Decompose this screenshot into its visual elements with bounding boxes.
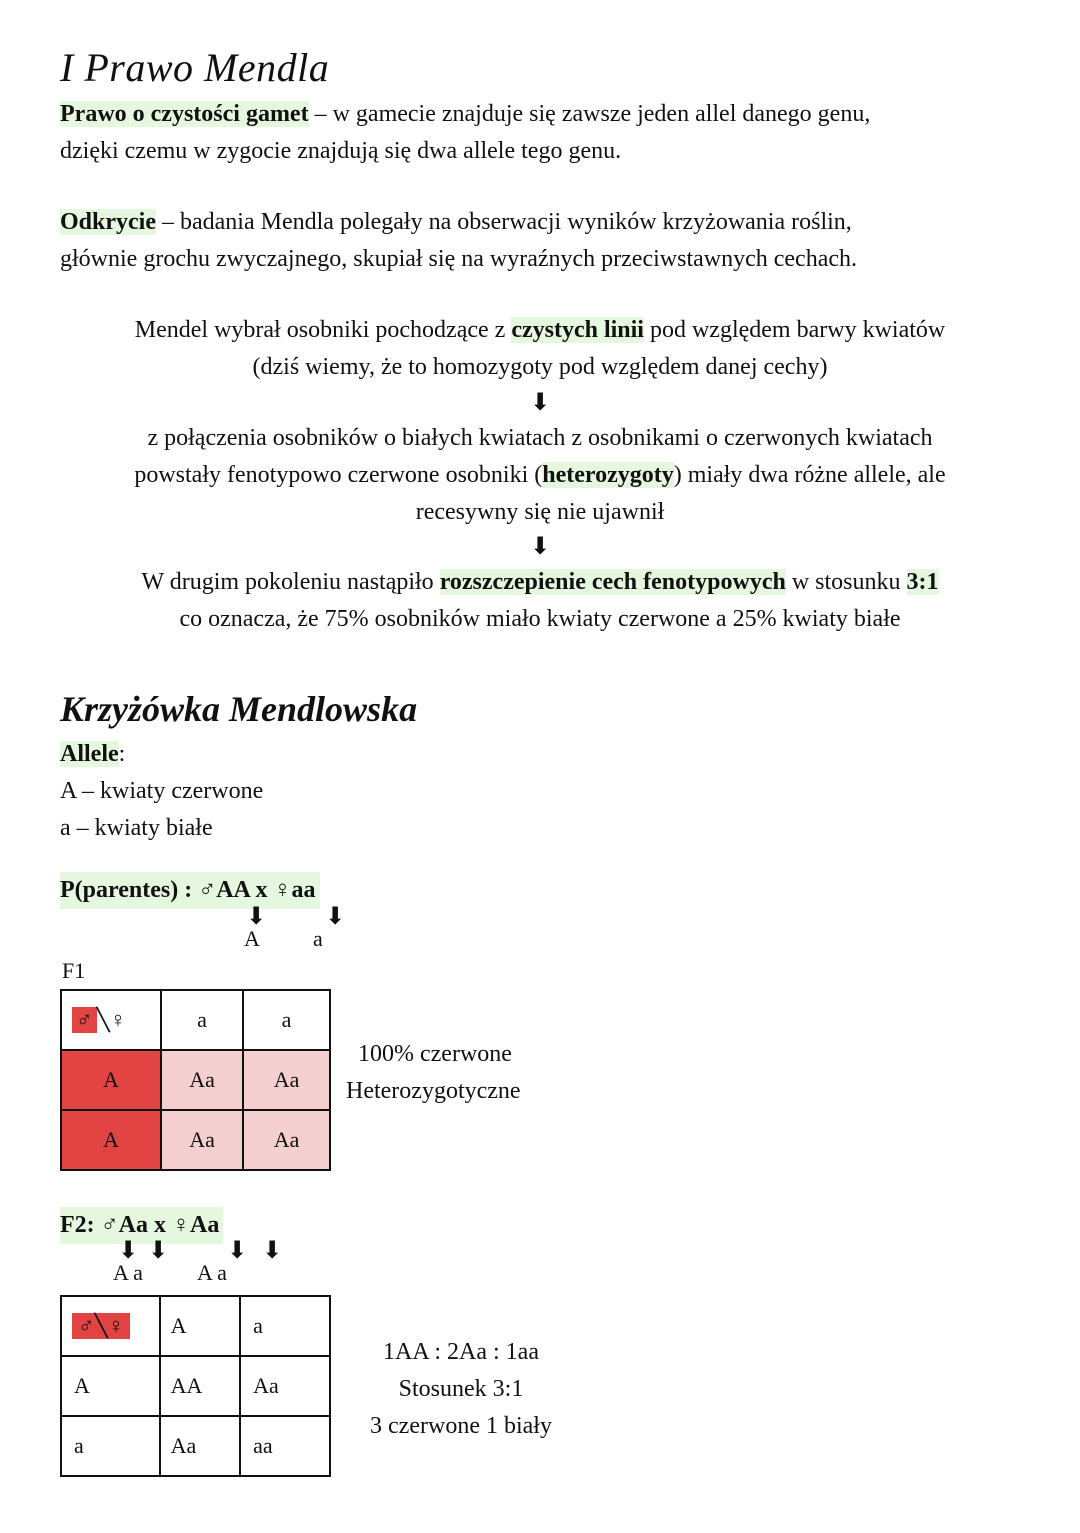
alleles-label: Allele — [60, 741, 119, 767]
discovery-paragraph — [60, 204, 1030, 278]
ratio-highlight: 3:1 — [906, 569, 939, 595]
table-cell: aa — [240, 1416, 330, 1476]
discovery-line2: głównie grochu zwyczajnego, skupiał się na wyraźnych przeciwstawnych cechach. — [60, 246, 858, 272]
divider-female-icon: ╲♀ — [96, 1007, 127, 1032]
arrow-down-icon: ⬇ — [262, 1236, 283, 1264]
law-term: Prawo o czystości gamet — [60, 101, 309, 127]
allele-dominant: A – kwiaty czerwone — [60, 778, 264, 804]
table-cell: AA — [160, 1356, 240, 1416]
table-cell: Aa — [240, 1356, 330, 1416]
table-cell: Aa — [243, 1050, 330, 1110]
f1-label: F1 — [62, 958, 86, 983]
flow-text: co oznacza, że 75% osobników miało kwiaty czerwone a 25% kwiaty białe — [179, 606, 901, 632]
parents-label: P(parentes) : ♂AA x ♀aa — [60, 877, 316, 903]
table-header-cell: a — [243, 990, 330, 1050]
f2-gametes-male: A a — [113, 1260, 143, 1285]
allele-recessive: a – kwiaty białe — [60, 815, 213, 841]
f2-result-2: Stosunek 3:1 — [398, 1376, 524, 1402]
gamete-a: a — [313, 926, 323, 951]
f2-parents-label: F2: ♂Aa x ♀Aa — [60, 1212, 220, 1238]
discovery-term: Odkrycie — [60, 209, 156, 235]
table-header-cell: A — [160, 1296, 240, 1356]
arrow-down-icon: ⬇ — [529, 532, 551, 560]
segregation-highlight: rozszczepienie cech fenotypowych — [439, 569, 786, 595]
f2-gametes-female: A a — [197, 1260, 227, 1285]
flow-text: pod względem barwy kwiatów — [643, 317, 946, 343]
flow-text: (dziś wiemy, że to homozygoty pod względem danej cechy) — [252, 354, 828, 380]
flow-step-1 — [40, 312, 1040, 386]
arrow-down-icon: ⬇ — [227, 1236, 248, 1264]
male-symbol-icon: ♂ — [72, 1007, 97, 1033]
flow-text: powstały fenotypowo czerwone osobniki ( — [134, 462, 543, 488]
alleles-block: Allele: A – kwiaty czerwone a – kwiaty białe — [60, 741, 264, 841]
table-corner — [61, 990, 161, 1050]
f2-result-3: 3 czerwone 1 biały — [370, 1413, 552, 1439]
arrow-down-icon: ⬇ — [148, 1236, 169, 1264]
flow-step-3 — [40, 564, 1040, 638]
flow-text: z połączenia osobników o białych kwiatach z osobnikami o czerwonych kwiatach — [147, 425, 933, 451]
f2-parents-cross — [60, 1207, 223, 1244]
table-cell: Aa — [243, 1110, 330, 1170]
flow-text: recesywny się nie ujawnił — [415, 499, 665, 525]
f1-result-2: Heterozygotyczne — [346, 1078, 521, 1104]
gamete-A: A — [244, 926, 260, 951]
table-cell: Aa — [161, 1110, 243, 1170]
flow-text: W drugim pokoleniu nastąpiło — [141, 569, 440, 595]
flow-text: Mendel wybrał osobniki pochodzące z — [134, 317, 512, 343]
f1-result-1: 100% czerwone — [358, 1041, 512, 1067]
table-corner — [61, 1296, 160, 1356]
parents-cross — [60, 872, 320, 909]
law-line2: dzięki czemu w zygocie znajdują się dwa allele tego genu. — [60, 138, 622, 164]
pure-lines-highlight: czystych linii — [511, 317, 644, 343]
f1-punnett-square — [60, 989, 331, 1171]
heterozygotes-highlight: heterozygoty — [542, 462, 674, 488]
law-line1: – w gamecie znajduje się zawsze jeden allel danego genu, — [308, 101, 871, 127]
f2-punnett-square — [60, 1295, 331, 1477]
arrow-down-icon: ⬇ — [529, 388, 551, 416]
table-row-header: A — [61, 1110, 161, 1170]
section-subtitle: Krzyżówka Mendlowska — [60, 689, 418, 729]
f2-result-1: 1AA : 2Aa : 1aa — [383, 1339, 539, 1365]
table-row-header: a — [61, 1416, 160, 1476]
table-header-cell: a — [161, 990, 243, 1050]
law-paragraph — [60, 96, 1030, 170]
flow-text: ) miały dwa różne allele, ale — [673, 462, 946, 488]
table-header-cell: a — [240, 1296, 330, 1356]
discovery-line1: – badania Mendla polegały na obserwacji wyników krzyżowania roślin, — [156, 209, 852, 235]
flow-text: w stosunku — [785, 569, 907, 595]
table-row-header: A — [61, 1050, 161, 1110]
table-row-header: A — [61, 1356, 160, 1416]
arrow-down-icon: ⬇ — [246, 902, 267, 930]
flow-step-2 — [40, 420, 1040, 531]
arrow-down-icon: ⬇ — [325, 902, 346, 930]
page-title: I Prawo Mendla — [60, 45, 330, 90]
arrow-down-icon: ⬇ — [118, 1236, 139, 1264]
male-female-symbol-icon: ♂╲♀ — [72, 1313, 130, 1339]
table-cell: Aa — [160, 1416, 240, 1476]
table-cell: Aa — [161, 1050, 243, 1110]
